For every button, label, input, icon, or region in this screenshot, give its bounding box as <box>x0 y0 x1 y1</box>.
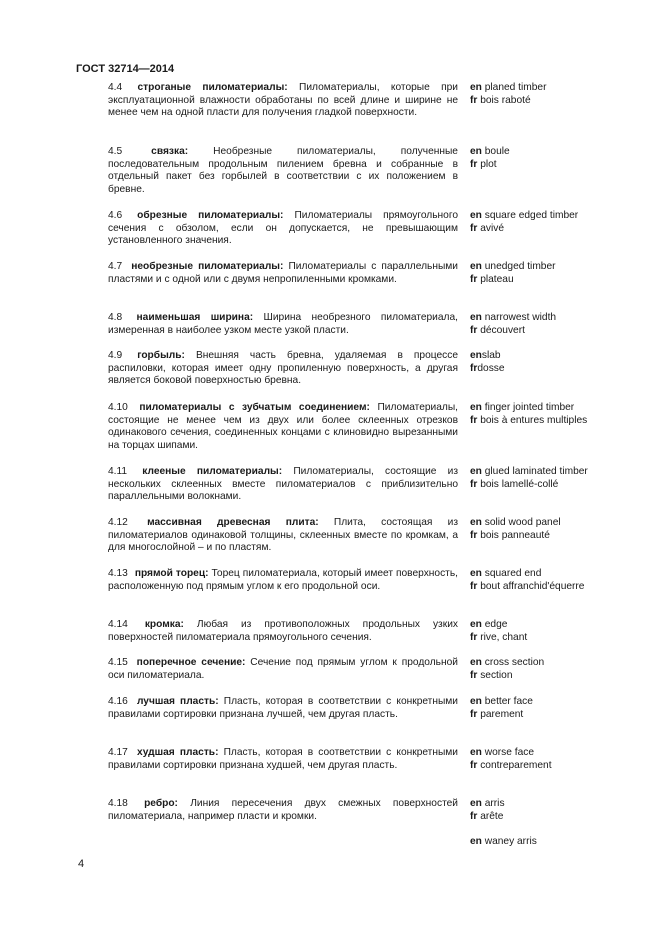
entry-number: 4.12 <box>108 517 128 528</box>
entry-definition: Сечение под прямым углом к продольной оси пиломатериала. <box>108 657 458 681</box>
fr-equivalent: section <box>480 669 513 681</box>
entry-number: 4.18 <box>108 798 128 809</box>
lang-en-label: en <box>470 146 482 157</box>
term-entry <box>108 568 458 593</box>
fr-equivalent: avivé <box>480 222 504 234</box>
en-equivalent: waney arris <box>484 836 537 847</box>
entry-definition: Внешняя часть бревна, удаляемая в процессе распиловки, которая имеет одну пропиленную поверхность, а другая является боковой поверхностью бревна. <box>108 350 458 387</box>
entry-term: кромка: <box>144 619 184 630</box>
en-equivalent: glued laminated timber <box>484 466 588 477</box>
en-equivalent: unedged timber <box>484 261 556 272</box>
term-equivalents <box>470 350 640 375</box>
term-entry <box>108 146 458 196</box>
entry-term: лучшая пласть: <box>136 696 219 707</box>
lang-en-label: en <box>470 350 482 361</box>
lang-fr-label: fr <box>470 324 478 336</box>
entry-term: прямой торец: <box>134 568 209 579</box>
entry-definition: Пласть, которая в соответствии с конкретными правилами сортировки признана лучшей, чем другая пласть. <box>108 696 458 720</box>
en-equivalent: better face <box>484 696 533 707</box>
lang-en-label: en <box>470 466 482 477</box>
en-equivalent: slab <box>481 350 501 361</box>
entry-definition: Плита, состоящая из пиломатериалов одинаковой толщины, склеенных вместе по кромкам, а для многослойной – и по пластям. <box>108 517 458 554</box>
entry-definition: Пиломатериалы, которые при эксплуатационной влажности обработаны по всей длине и ширине не менее чем на одной пласти для получения гладкой поверхности. <box>108 82 458 119</box>
entry-definition: Торец пиломатериала, который имеет поверхность, расположенную под прямым углом к его продольной оси. <box>108 568 458 592</box>
entry-number: 4.15 <box>108 657 128 668</box>
lang-fr-label: fr <box>470 708 478 720</box>
lang-fr-label: fr <box>470 94 478 106</box>
entry-number: 4.17 <box>108 747 128 758</box>
entry-term: клееные пиломатериалы: <box>142 466 283 477</box>
term-equivalents <box>470 568 640 593</box>
lang-en-label: en <box>470 657 482 668</box>
entry-number: 4.10 <box>108 402 128 413</box>
term-equivalents <box>470 619 640 644</box>
entry-term: наименьшая ширина: <box>136 312 254 323</box>
term-entry <box>108 696 458 721</box>
term-equivalents <box>470 312 640 337</box>
lang-en-label: en <box>470 798 482 809</box>
term-entry <box>108 210 458 248</box>
entry-term: связка: <box>151 146 189 157</box>
fr-equivalent: plateau <box>480 273 514 285</box>
lang-en-label: en <box>470 210 482 221</box>
lang-en-label: en <box>470 747 482 758</box>
term-entry <box>108 747 458 772</box>
en-equivalent: narrowest width <box>484 312 557 323</box>
lang-fr-label: fr <box>470 222 478 234</box>
fr-equivalent: rive, chant <box>480 631 528 643</box>
term-equivalents <box>470 517 640 542</box>
fr-equivalent: bois à entures multiples <box>480 414 588 426</box>
term-entry <box>108 798 458 823</box>
term-equivalents <box>470 466 640 491</box>
fr-equivalent: arête <box>480 810 504 822</box>
fr-equivalent: découvert <box>480 324 525 336</box>
en-equivalent: cross section <box>484 657 545 668</box>
fr-equivalent: bout affranchid'équerre <box>480 580 585 592</box>
lang-en-label: en <box>470 312 482 323</box>
entry-term: обрезные пиломатериалы: <box>137 210 284 221</box>
term-equivalents <box>470 696 640 721</box>
lang-en-label: en <box>470 82 482 93</box>
lang-en-label: en <box>470 402 482 413</box>
entry-definition: Пиломатериалы, состоящие из нескольких склеенных вместе пиломатериалов с приблизительно параллельными волокнами. <box>108 466 458 503</box>
entry-term: горбыль: <box>137 350 185 361</box>
lang-fr-label: fr <box>470 478 478 490</box>
entry-term: массивная древесная плита: <box>147 517 319 528</box>
term-entry <box>108 402 458 452</box>
lang-en-label: en <box>470 261 482 272</box>
lang-fr-label: fr <box>470 158 478 170</box>
term-equivalents <box>470 657 640 682</box>
entry-definition: Пласть, которая в соответствии с конкретными правилами сортировки признана худшей, чем другая пласть. <box>108 747 458 771</box>
fr-equivalent: bois raboté <box>480 94 531 106</box>
entry-number: 4.6 <box>108 210 123 221</box>
entry-number: 4.8 <box>108 312 123 323</box>
lang-fr-label: fr <box>470 414 478 426</box>
fr-equivalent: contreparement <box>480 759 552 771</box>
en-equivalent: squared end <box>484 568 542 579</box>
term-entry <box>108 350 458 388</box>
term-equivalents <box>470 210 640 235</box>
fr-equivalent: dosse <box>477 362 505 374</box>
lang-fr-label: fr <box>470 529 478 541</box>
entry-number: 4.5 <box>108 146 123 157</box>
en-equivalent: finger jointed timber <box>484 402 575 413</box>
entry-definition: Пиломатериалы прямоугольного сечения с обзолом, если он допускается, не превышающим установленного значения. <box>108 210 458 247</box>
en-equivalent: arris <box>484 798 505 809</box>
term-entry <box>108 312 458 337</box>
entry-definition: Любая из противоположных продольных узких поверхностей пиломатериала прямоугольного сечения. <box>108 619 458 643</box>
entry-definition: Пиломатериалы с параллельными пластями и с одной или с двумя непропиленными кромками. <box>108 261 458 285</box>
entry-term: ребро: <box>144 798 178 809</box>
lang-fr-label: fr <box>470 362 478 374</box>
entry-term: необрезные пиломатериалы: <box>131 261 284 272</box>
lang-en-label: en <box>470 568 482 579</box>
entry-number: 4.7 <box>108 261 123 272</box>
page-header: ГОСТ 32714—2014 <box>76 63 175 75</box>
term-entry <box>108 517 458 555</box>
page-number: 4 <box>78 858 85 870</box>
fr-equivalent: plot <box>480 158 497 170</box>
en-equivalent: edge <box>484 619 508 630</box>
lang-fr-label: fr <box>470 580 478 592</box>
term-equivalents <box>470 747 640 772</box>
term-equivalents <box>470 261 640 286</box>
lang-fr-label: fr <box>470 669 478 681</box>
lang-en-label: en <box>470 619 482 630</box>
en-equivalent: worse face <box>484 747 534 758</box>
term-entry <box>108 619 458 644</box>
entry-term: худшая пласть: <box>136 747 219 758</box>
entry-term: строганые пиломатериалы: <box>137 82 288 93</box>
term-equivalents <box>470 146 640 171</box>
term-entry <box>108 261 458 286</box>
en-equivalent: boule <box>484 146 510 157</box>
entry-definition: Линия пересечения двух смежных поверхностей пиломатериала, например пласти и кромки. <box>108 798 458 822</box>
lang-fr-label: fr <box>470 273 478 285</box>
term-entry <box>108 466 458 504</box>
entry-term: поперечное сечение: <box>136 657 246 668</box>
term-equivalents-extra <box>470 836 640 849</box>
lang-en-label: en <box>470 517 482 528</box>
lang-fr-label: fr <box>470 810 478 822</box>
entry-definition: Необрезные пиломатериалы, полученные последовательным продольным пилением бревна и собранные в отдельный пакет без горбылей в соответствии с их положением в бревне. <box>108 146 458 195</box>
term-entry <box>108 82 458 120</box>
entry-number: 4.13 <box>108 568 128 579</box>
lang-fr-label: fr <box>470 631 478 643</box>
entry-term: пиломатериалы с зубчатым соединением: <box>139 402 370 413</box>
entry-definition: Ширина необрезного пиломатериала, измеренная в наиболее узком месте узкой пласти. <box>108 312 458 336</box>
entry-number: 4.16 <box>108 696 128 707</box>
term-equivalents <box>470 82 640 107</box>
entry-number: 4.9 <box>108 350 123 361</box>
en-equivalent: planed timber <box>484 82 547 93</box>
entry-number: 4.4 <box>108 82 123 93</box>
term-entry <box>108 657 458 682</box>
lang-en-label: en <box>470 696 482 707</box>
en-equivalent: solid wood panel <box>484 517 561 528</box>
term-equivalents <box>470 402 640 427</box>
fr-equivalent: bois lamellé-collé <box>480 478 559 490</box>
en-equivalent: square edged timber <box>484 210 579 221</box>
fr-equivalent: bois panneauté <box>480 529 550 541</box>
fr-equivalent: parement <box>480 708 524 720</box>
entry-number: 4.11 <box>108 466 128 477</box>
entry-number: 4.14 <box>108 619 128 630</box>
lang-fr-label: fr <box>470 759 478 771</box>
entry-definition: Пиломатериалы, состоящие не менее чем из двух или более склеенных отрезков одинакового сечения, соединенных концами с клиновидно вырезанными на торцах шипами. <box>108 402 458 451</box>
term-equivalents <box>470 798 640 823</box>
lang-en-label: en <box>470 836 482 847</box>
